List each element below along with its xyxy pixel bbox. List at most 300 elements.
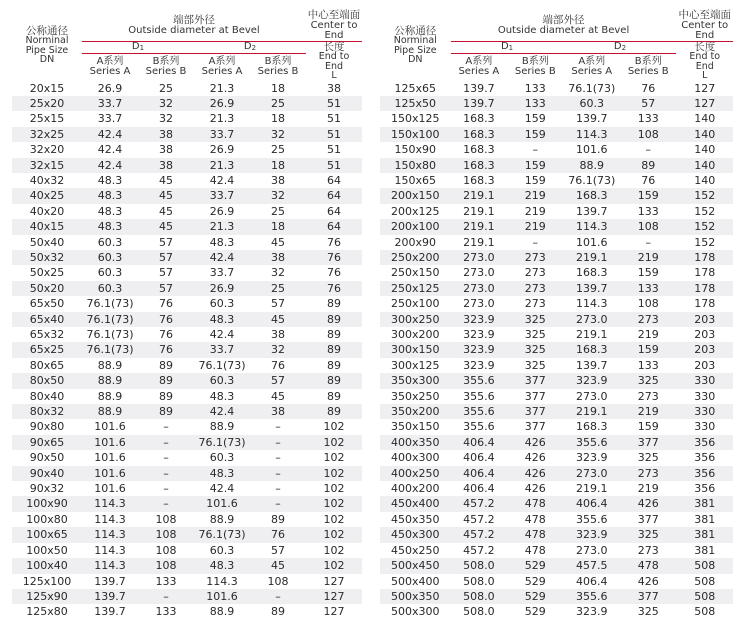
dn-cell: 300x125 — [380, 358, 451, 373]
length-cell: 102 — [306, 543, 362, 558]
d1-series-b-cell: 219 — [507, 204, 563, 219]
d2-series-a-cell: 114.3 — [564, 219, 620, 234]
d1-series-a-cell: 139.7 — [82, 589, 138, 604]
d1-series-a-cell: 508.0 — [451, 589, 507, 604]
table-row — [12, 481, 362, 496]
d2-series-b-cell: 25 — [250, 142, 306, 157]
dn-cell: 65x25 — [12, 342, 82, 357]
dn-cell: 90x65 — [12, 435, 82, 450]
table-row — [12, 173, 362, 188]
length-cell: 51 — [306, 127, 362, 142]
d1-series-a-cell: 168.3 — [451, 173, 507, 188]
d2-series-a-cell: 26.9 — [194, 204, 250, 219]
d2-series-a-cell: 76.1(73) — [194, 435, 250, 450]
dn-cell: 350x150 — [380, 419, 451, 434]
length-cell: 330 — [676, 419, 733, 434]
d2-series-a-cell: 88.9 — [194, 604, 250, 619]
table-row — [12, 496, 362, 511]
d1-series-b-cell: 377 — [507, 373, 563, 388]
d2-series-b-cell: 57 — [250, 543, 306, 558]
d2-series-b-cell: 76 — [620, 81, 676, 96]
d2-series-b-cell: 45 — [250, 235, 306, 250]
d1-series-b-cell: 89 — [138, 404, 194, 419]
d1-series-b-cell: 76 — [138, 327, 194, 342]
d2-series-b-cell: 38 — [250, 250, 306, 265]
d2-series-a-cell: 168.3 — [564, 188, 620, 203]
d2-series-b-cell: 25 — [250, 204, 306, 219]
length-cell: 140 — [676, 111, 733, 126]
d1-series-b-cell: 133 — [138, 604, 194, 619]
right-table-body — [380, 81, 733, 620]
dn-cell: 90x32 — [12, 481, 82, 496]
d2-series-b-cell: 32 — [250, 342, 306, 357]
dn-cell: 500x300 — [380, 604, 451, 619]
dn-cell: 40x25 — [12, 188, 82, 203]
series-a-header: A系列 Series A — [89, 56, 131, 78]
d2-series-b-cell: 108 — [620, 127, 676, 142]
table-row — [380, 543, 733, 558]
d1-series-b-cell: 159 — [507, 127, 563, 142]
d1-series-b-cell: 325 — [507, 327, 563, 342]
d1-series-b-cell: 529 — [507, 589, 563, 604]
length-cell: 140 — [676, 173, 733, 188]
d2-series-a-cell: 219.1 — [564, 404, 620, 419]
table-row — [380, 419, 733, 434]
d2-series-a-cell: 21.3 — [194, 111, 250, 126]
d1-series-a-cell: 355.6 — [451, 389, 507, 404]
d1-series-a-cell: 76.1(73) — [82, 312, 138, 327]
d2-series-a-cell: 48.3 — [194, 466, 250, 481]
table-row — [380, 342, 733, 357]
d1-series-b-cell: 159 — [507, 173, 563, 188]
d1-series-b-cell: 38 — [138, 127, 194, 142]
dn-cell: 450x350 — [380, 512, 451, 527]
table-row — [12, 558, 362, 573]
d2-series-b-cell: 478 — [620, 558, 676, 573]
length-cell: 203 — [676, 358, 733, 373]
d2-series-a-cell: 168.3 — [564, 342, 620, 357]
length-cell: 203 — [676, 327, 733, 342]
d1-series-b-cell: – — [138, 419, 194, 434]
dn-cell: 500x350 — [380, 589, 451, 604]
d2-series-a-cell: 273.0 — [564, 312, 620, 327]
dn-cell: 200x90 — [380, 235, 451, 250]
dn-cell: 350x250 — [380, 389, 451, 404]
d1-series-b-cell: 57 — [138, 250, 194, 265]
table-row — [12, 419, 362, 434]
d1-series-b-cell: 273 — [507, 250, 563, 265]
series-b-header: B系列 Series B — [514, 56, 556, 78]
d2-series-b-cell: 133 — [620, 111, 676, 126]
dn-cell: 300x200 — [380, 327, 451, 342]
table-row — [12, 589, 362, 604]
d1-series-a-cell: 139.7 — [82, 604, 138, 619]
d2-series-b-cell: 45 — [250, 558, 306, 573]
length-cell: 508 — [676, 558, 733, 573]
d2-series-b-cell: – — [250, 496, 306, 511]
d1-series-b-cell: 219 — [507, 188, 563, 203]
d2-series-a-cell: 114.3 — [564, 296, 620, 311]
table-row — [12, 512, 362, 527]
dn-cell: 200x100 — [380, 219, 451, 234]
d2-series-a-cell: 406.4 — [564, 574, 620, 589]
d1-series-a-cell: 168.3 — [451, 127, 507, 142]
d1-series-b-cell: 159 — [507, 158, 563, 173]
length-cell: 178 — [676, 296, 733, 311]
d1-series-b-cell: 133 — [507, 81, 563, 96]
d2-series-b-cell: 325 — [620, 604, 676, 619]
d1-series-a-cell: 219.1 — [451, 188, 507, 203]
table-row — [12, 543, 362, 558]
table-row — [380, 527, 733, 542]
d1-series-a-cell: 101.6 — [82, 450, 138, 465]
dn-cell: 65x50 — [12, 296, 82, 311]
d1-series-a-cell: 457.2 — [451, 527, 507, 542]
dn-cell: 65x40 — [12, 312, 82, 327]
length-cell: 381 — [676, 527, 733, 542]
d1-series-a-cell: 114.3 — [82, 558, 138, 573]
table-row — [12, 342, 362, 357]
dn-cell: 80x40 — [12, 389, 82, 404]
length-cell: 102 — [306, 527, 362, 542]
d2-series-b-cell: 45 — [250, 312, 306, 327]
d2-series-b-cell: 18 — [250, 219, 306, 234]
table-row — [12, 435, 362, 450]
d2-series-a-cell: 42.4 — [194, 327, 250, 342]
dn-cell: 25x15 — [12, 111, 82, 126]
dn-cell: 65x32 — [12, 327, 82, 342]
length-cell: 76 — [306, 281, 362, 296]
d1-series-a-cell: 48.3 — [82, 173, 138, 188]
table-row — [380, 512, 733, 527]
d2-series-b-cell: 133 — [620, 358, 676, 373]
d2-series-b-cell: 38 — [250, 173, 306, 188]
dn-cell: 50x25 — [12, 265, 82, 280]
dn-cell: 500x450 — [380, 558, 451, 573]
length-cell: 152 — [676, 188, 733, 203]
table-row — [380, 327, 733, 342]
length-cell: 203 — [676, 312, 733, 327]
table-row — [12, 250, 362, 265]
d2-series-a-cell: 88.9 — [564, 158, 620, 173]
length-cell: 64 — [306, 188, 362, 203]
table-row — [380, 127, 733, 142]
d1-series-a-cell: 48.3 — [82, 188, 138, 203]
dn-cell: 250x100 — [380, 296, 451, 311]
table-row — [12, 235, 362, 250]
length-cell: 178 — [676, 265, 733, 280]
table-row — [12, 604, 362, 619]
d2-series-a-cell: 60.3 — [564, 96, 620, 111]
d1-series-b-cell: 45 — [138, 173, 194, 188]
dn-cell: 40x20 — [12, 204, 82, 219]
d2-series-b-cell: – — [250, 419, 306, 434]
d1-series-a-cell: 101.6 — [82, 419, 138, 434]
table-row — [12, 327, 362, 342]
d2-series-a-cell: 355.6 — [564, 435, 620, 450]
d1-header: D1 — [451, 41, 564, 54]
dn-cell: 100x50 — [12, 543, 82, 558]
d2-series-a-cell: 168.3 — [564, 265, 620, 280]
d2-series-b-cell: 325 — [620, 527, 676, 542]
table-row — [380, 466, 733, 481]
d2-series-b-cell: 108 — [620, 296, 676, 311]
dn-cell: 350x200 — [380, 404, 451, 419]
table-row — [380, 142, 733, 157]
bevel-header: 端部外径 Outside diameter at Bevel — [82, 10, 306, 41]
length-cell: 356 — [676, 466, 733, 481]
d1-series-b-cell: 529 — [507, 558, 563, 573]
d2-series-b-cell: 377 — [620, 589, 676, 604]
length-cell: 152 — [676, 219, 733, 234]
d2-series-b-cell: 76 — [620, 173, 676, 188]
table-row — [12, 466, 362, 481]
d1-series-b-cell: 25 — [138, 81, 194, 96]
d2-series-a-cell: 60.3 — [194, 450, 250, 465]
length-cell: 508 — [676, 589, 733, 604]
d2-series-b-cell: 219 — [620, 481, 676, 496]
length-cell: 381 — [676, 512, 733, 527]
table-row — [380, 81, 733, 96]
d2-series-b-cell: 273 — [620, 466, 676, 481]
d1-series-b-cell: 529 — [507, 574, 563, 589]
d1-series-b-cell: 273 — [507, 281, 563, 296]
d1-series-a-cell: 273.0 — [451, 250, 507, 265]
d2-series-b-cell: 89 — [620, 158, 676, 173]
d2-series-b-cell: 108 — [620, 219, 676, 234]
table-row — [380, 404, 733, 419]
d2-series-b-cell: 89 — [250, 512, 306, 527]
length-cell: 89 — [306, 373, 362, 388]
series-b-header: B系列 Series B — [257, 56, 299, 78]
length-cell: 76 — [306, 235, 362, 250]
d2-series-b-cell: 57 — [620, 96, 676, 111]
d2-series-b-cell: 273 — [620, 543, 676, 558]
d1-series-b-cell: 45 — [138, 188, 194, 203]
d1-series-b-cell: 108 — [138, 527, 194, 542]
table-row — [380, 219, 733, 234]
dn-cell: 50x32 — [12, 250, 82, 265]
dn-cell: 90x40 — [12, 466, 82, 481]
length-cell: 152 — [676, 235, 733, 250]
length-cell: 102 — [306, 435, 362, 450]
d2-series-b-cell: 32 — [250, 265, 306, 280]
d1-series-b-cell: 273 — [507, 265, 563, 280]
dn-cell: 250x150 — [380, 265, 451, 280]
dn-cell: 100x80 — [12, 512, 82, 527]
length-cell: 102 — [306, 496, 362, 511]
d2-series-a-cell: 139.7 — [564, 111, 620, 126]
length-cell: 102 — [306, 450, 362, 465]
d1-series-a-cell: 60.3 — [82, 281, 138, 296]
d2-series-b-cell: 426 — [620, 496, 676, 511]
d1-series-b-cell: – — [138, 435, 194, 450]
d1-series-b-cell: 325 — [507, 312, 563, 327]
d1-series-a-cell: 88.9 — [82, 358, 138, 373]
d1-series-a-cell: 457.2 — [451, 496, 507, 511]
dn-cell: 25x20 — [12, 96, 82, 111]
d1-series-a-cell: 88.9 — [82, 389, 138, 404]
dn-cell: 40x32 — [12, 173, 82, 188]
d2-series-b-cell: 325 — [620, 450, 676, 465]
d1-series-a-cell: 101.6 — [82, 481, 138, 496]
dn-cell: 80x32 — [12, 404, 82, 419]
length-cell: 89 — [306, 327, 362, 342]
d1-series-b-cell: 76 — [138, 342, 194, 357]
d1-series-a-cell: 114.3 — [82, 496, 138, 511]
d2-series-a-cell: 60.3 — [194, 373, 250, 388]
d2-series-b-cell: 25 — [250, 96, 306, 111]
d1-series-b-cell: 478 — [507, 512, 563, 527]
d2-series-a-cell: 273.0 — [564, 389, 620, 404]
length-cell: 140 — [676, 158, 733, 173]
d1-series-b-cell: 89 — [138, 389, 194, 404]
d2-series-b-cell: 219 — [620, 250, 676, 265]
d2-series-b-cell: 377 — [620, 435, 676, 450]
length-cell: 508 — [676, 604, 733, 619]
dn-cell: 150x65 — [380, 173, 451, 188]
d2-series-a-cell: 273.0 — [564, 466, 620, 481]
d1-series-b-cell: 45 — [138, 219, 194, 234]
d1-series-b-cell: 57 — [138, 281, 194, 296]
dn-cell: 80x50 — [12, 373, 82, 388]
dn-cell: 125x65 — [380, 81, 451, 96]
table-row — [12, 296, 362, 311]
d2-series-a-cell: 273.0 — [564, 543, 620, 558]
table-row — [12, 358, 362, 373]
d1-series-b-cell: 45 — [138, 204, 194, 219]
d2-series-a-cell: 457.5 — [564, 558, 620, 573]
length-cell: 356 — [676, 481, 733, 496]
dn-cell: 150x100 — [380, 127, 451, 142]
dn-cell: 32x15 — [12, 158, 82, 173]
length-cell: 127 — [306, 604, 362, 619]
table-row — [12, 450, 362, 465]
d2-series-b-cell: 133 — [620, 204, 676, 219]
d1-series-a-cell: 406.4 — [451, 435, 507, 450]
d1-series-a-cell: 114.3 — [82, 527, 138, 542]
series-a-header: A系列 Series A — [571, 56, 613, 78]
dn-cell: 350x300 — [380, 373, 451, 388]
d1-series-a-cell: 273.0 — [451, 281, 507, 296]
dn-cell: 400x200 — [380, 481, 451, 496]
d1-series-a-cell: 33.7 — [82, 111, 138, 126]
d2-series-b-cell: 219 — [620, 327, 676, 342]
table-row — [380, 496, 733, 511]
d1-series-a-cell: 457.2 — [451, 543, 507, 558]
d1-series-a-cell: 273.0 — [451, 296, 507, 311]
d1-series-b-cell: – — [138, 466, 194, 481]
d1-series-a-cell: 26.9 — [82, 81, 138, 96]
dn-cell: 32x20 — [12, 142, 82, 157]
d2-series-b-cell: 18 — [250, 158, 306, 173]
d1-series-a-cell: 60.3 — [82, 235, 138, 250]
d1-series-a-cell: 323.9 — [451, 342, 507, 357]
series-a-header: A系列 Series A — [201, 56, 243, 78]
d1-series-a-cell: 76.1(73) — [82, 296, 138, 311]
dn-cell: 150x90 — [380, 142, 451, 157]
d2-series-a-cell: 114.3 — [194, 574, 250, 589]
length-cell: 152 — [676, 204, 733, 219]
d2-series-b-cell: 32 — [250, 127, 306, 142]
d1-series-b-cell: 325 — [507, 358, 563, 373]
d1-series-b-cell: – — [138, 450, 194, 465]
table-row — [12, 527, 362, 542]
d2-series-b-cell: 25 — [250, 281, 306, 296]
d1-series-a-cell: 76.1(73) — [82, 327, 138, 342]
d1-series-a-cell: 219.1 — [451, 219, 507, 234]
d2-series-a-cell: 139.7 — [564, 358, 620, 373]
d1-series-b-cell: 108 — [138, 512, 194, 527]
d1-series-a-cell: 323.9 — [451, 312, 507, 327]
d1-series-a-cell: 101.6 — [82, 435, 138, 450]
d1-series-b-cell: – — [138, 589, 194, 604]
dn-cell: 450x400 — [380, 496, 451, 511]
table-row — [380, 296, 733, 311]
d2-series-a-cell: 88.9 — [194, 419, 250, 434]
d2-series-b-cell: 57 — [250, 373, 306, 388]
length-cell: 127 — [306, 574, 362, 589]
dn-cell: 450x250 — [380, 543, 451, 558]
table-row — [12, 142, 362, 157]
dn-cell: 100x65 — [12, 527, 82, 542]
table-row — [12, 389, 362, 404]
d2-series-b-cell: 273 — [620, 312, 676, 327]
d2-series-a-cell: 26.9 — [194, 281, 250, 296]
series-a-header: A系列 Series A — [458, 56, 500, 78]
d2-series-a-cell: 42.4 — [194, 481, 250, 496]
d1-series-b-cell: 32 — [138, 96, 194, 111]
d1-series-b-cell: 377 — [507, 419, 563, 434]
d1-series-b-cell: 426 — [507, 466, 563, 481]
d1-series-a-cell: 168.3 — [451, 111, 507, 126]
series-b-header: B系列 Series B — [627, 56, 669, 78]
d1-series-b-cell: 377 — [507, 404, 563, 419]
dn-cell: 500x400 — [380, 574, 451, 589]
length-cell: 330 — [676, 404, 733, 419]
length-cell: 89 — [306, 358, 362, 373]
d2-series-a-cell: 355.6 — [564, 589, 620, 604]
table-row — [380, 558, 733, 573]
length-cell: 127 — [676, 96, 733, 111]
d1-series-a-cell: 33.7 — [82, 96, 138, 111]
d1-series-a-cell: 323.9 — [451, 358, 507, 373]
dn-cell: 300x150 — [380, 342, 451, 357]
length-cell: 356 — [676, 435, 733, 450]
d2-series-a-cell: 48.3 — [194, 235, 250, 250]
dn-cell: 300x250 — [380, 312, 451, 327]
d2-series-b-cell: 426 — [620, 574, 676, 589]
d1-series-a-cell: 355.6 — [451, 404, 507, 419]
d1-series-b-cell: 38 — [138, 158, 194, 173]
length-cell: 89 — [306, 296, 362, 311]
length-cell: 64 — [306, 219, 362, 234]
table-row — [380, 96, 733, 111]
d2-series-a-cell: 48.3 — [194, 558, 250, 573]
d2-series-a-cell: 355.6 — [564, 512, 620, 527]
d1-series-a-cell: 323.9 — [451, 327, 507, 342]
dn-cell: 200x125 — [380, 204, 451, 219]
table-row — [380, 373, 733, 388]
table-row — [12, 158, 362, 173]
d2-series-b-cell: 219 — [620, 404, 676, 419]
table-row — [12, 96, 362, 111]
d1-series-b-cell: 89 — [138, 373, 194, 388]
table-row — [12, 574, 362, 589]
length-cell: 203 — [676, 342, 733, 357]
length-cell: 127 — [676, 81, 733, 96]
length-cell: 140 — [676, 127, 733, 142]
